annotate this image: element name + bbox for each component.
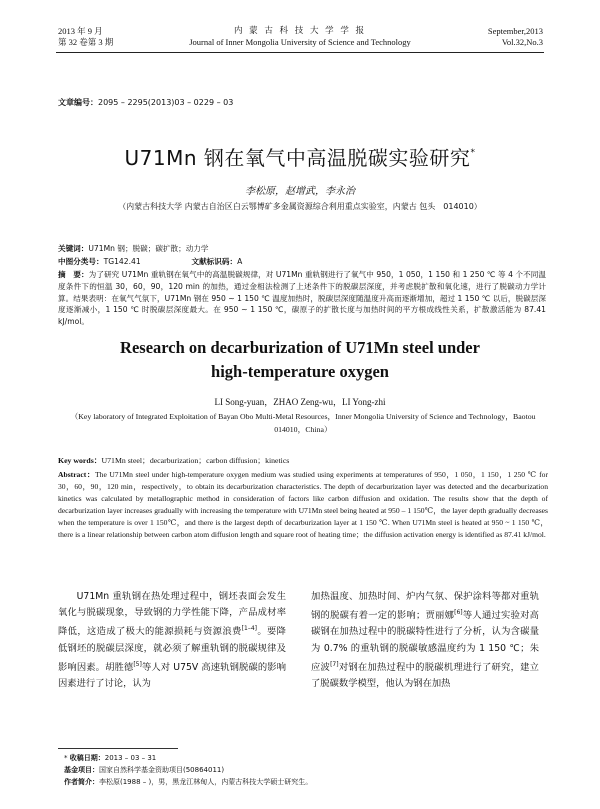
chinese-title xyxy=(0,142,600,171)
footnotes xyxy=(64,752,312,788)
footnote-fund-text: 国家自然科学基金资助项目(50864011) xyxy=(99,766,225,774)
title-footnote-mark: * xyxy=(470,148,476,158)
article-number-label: 文章编号： xyxy=(58,98,98,107)
chinese-keywords-text: U71Mn 钢；脱碳；碳扩散；动力学 xyxy=(88,244,209,253)
english-authors: LI Song-yuan，ZHAO Zeng-wu，LI Yong-zhi xyxy=(214,397,386,407)
classification-label: 中图分类号： xyxy=(58,257,104,266)
english-abstract xyxy=(58,469,548,540)
chinese-affiliation: （内蒙古科技大学 内蒙古自治区白云鄂博矿多金属资源综合利用重点实验室，内蒙古 包头 014010） xyxy=(118,202,482,211)
footnote-author-label: 作者简介： xyxy=(64,778,99,786)
body-column-right xyxy=(311,589,539,692)
header-issue-info-en xyxy=(488,26,543,48)
english-title-line2: high-temperature oxygen xyxy=(211,362,389,381)
body-left-text-3: 等人对 U75V 高速轨钢脱碳的影响因素进行了讨论，认为 xyxy=(58,661,286,690)
citation-link[interactable]: [7] xyxy=(330,660,339,668)
article-number xyxy=(58,97,233,108)
citation-link[interactable]: [1–4] xyxy=(241,625,257,633)
body-left-text-2: 。要降低钢坯的脱碳层深度，就必须了解重轨钢的脱碳规律及影响因素。胡胜德 xyxy=(58,626,286,673)
chinese-title-text: U71Mn 钢在氧气中高温脱碳实验研究 xyxy=(124,146,471,170)
citation-link[interactable]: [5] xyxy=(133,660,142,668)
citation-link[interactable]: [6] xyxy=(454,609,463,617)
footnote-author-text: 李松原(1988 – )，男，黑龙江林甸人，内蒙古科技大学硕士研究生。 xyxy=(99,778,313,786)
english-affiliation: （Key laboratory of Integrated Exploitation of Bayan Obo Multi-Metal Resources，Inner Mongolia University of Science and Technology，Baotou 014010，China） xyxy=(70,412,536,434)
english-keywords-label: Key words： xyxy=(58,456,102,465)
classification xyxy=(58,256,546,268)
english-keywords-text: U71Mn steel；decarburization；carbon diffusion；kinetics xyxy=(101,456,290,465)
body-left-text-1: U71Mn 重轨钢在热处理过程中，钢坯表面会发生氧化与脱碳现象，导致钢的力学性能下降，产品成材率降低，这造成了极大的能源损耗与资源浪费 xyxy=(58,591,286,638)
header-date-en: September,2013 xyxy=(487,26,543,36)
body-right-text-1: 加热温度、加热时间、炉内气氛、保护涂料等都对重轨钢的脱碳有着一定的影响；贾丽娜 xyxy=(311,591,539,622)
chinese-abstract-text: 为了研究 U71Mn 重轨钢在氧气中的高温脱碳规律，对 U71Mn 重轨钢进行了氧气中 950，1 050，1 150 和 1 250 ℃ 等 4 个不同温度条件下的恒温 30，60，90，120 min 的加热，通过金相法检测了上述条件下的脱碳层深度，并考虑脱扩散和氧化速，进行了脱碳动力学计算。结果表明：在氧气气氛下，U71Mn 钢在 950 ~ 1 150 ℃ 温度加热时，脱碳层深度随温度升高而逐渐增加，超过 1 150 ℃ 以后，脱碳层深度逐渐减小，1 150 ℃ 时脱碳层深度最大。在 950 ~ 1 150 ℃，碳原子的扩散长度与加热时间的平方根成线性关系，扩散激活能为 87.41 kJ/mol。 xyxy=(58,270,547,327)
body-column-left xyxy=(58,589,286,692)
chinese-abstract-label: 摘 要： xyxy=(58,270,89,279)
footnote-received-date: 2013 – 03 – 31 xyxy=(104,754,157,762)
footnote-author xyxy=(64,776,312,788)
chinese-abstract xyxy=(58,269,546,328)
footnote-fund-label: 基金项目： xyxy=(64,766,99,774)
chinese-authors: 李松原，赵增武，李永治 xyxy=(245,186,355,197)
classification-code: TG142.41 xyxy=(103,257,141,266)
footnote-divider xyxy=(58,748,178,749)
document-code: A xyxy=(237,257,243,266)
header-volume-en: Vol.32,No.3 xyxy=(501,37,543,47)
article-number-value: 2095 – 2295(2013)03 – 0229 – 03 xyxy=(98,98,234,107)
body-right-text-2: 等人通过实验对高碳钢在加热过程中的脱碳特性进行了分析，认为含碳量为 0.7% 的重轨钢的脱碳敏感温度约为 1 150 ℃；朱应波 xyxy=(311,610,539,673)
header-journal-zh: 内 蒙 古 科 技 大 学 学 报 xyxy=(233,26,367,36)
chinese-keywords-label: 关键词： xyxy=(58,244,89,253)
footnote-received-label: 收稿日期： xyxy=(69,754,105,762)
english-title xyxy=(0,336,600,384)
footnote-fund xyxy=(64,764,312,776)
header-journal-en: Journal of Inner Mongolia University of Science and Technology xyxy=(189,37,411,47)
english-title-line1: Research on decarburization of U71Mn steel under xyxy=(120,338,480,357)
body-right-text-3: 对钢在加热过程中的脱碳机理进行了研究，建立了脱碳数学模型，他认为钢在加热 xyxy=(311,661,539,690)
chinese-keywords xyxy=(58,243,546,255)
english-abstract-text: The U71Mn steel under high-temperature oxygen medium was studied using experiments at temperatures of 950，1 050，1 150，1 250 ℃ for 30，60，90，120 min，respectively，to obtain its decarburization characteristics. The depth of decarburization layer was detected and the decarburization kinetics was calculated by metallographic method in consideration of factors like carbon diffusion and oxidation. The results show that the depth of decarburization layer increases gradually with increasing the temperature with U71Mn steel being heated at 950 – 1 150℃，the layer depth gradually decreases when the temperature is over 1 150℃，and there is the largest depth of decarburization layer at 1 150 ℃. When U71Mn steel is heated at 950 ~ 1 150 ℃，there is a linear relationship between carbon atom diffusion length and square root of heating time；the diffusion activation energy is identified as 87.41 kJ/mol. xyxy=(58,470,548,539)
english-keywords xyxy=(58,455,548,466)
document-code-label: 文献标识码： xyxy=(191,257,238,266)
english-abstract-label: Abstract： xyxy=(58,470,96,479)
header-date: 2013 年 9 月 xyxy=(58,26,103,36)
header-divider xyxy=(56,52,544,53)
footnote-received: * 收稿日期：2013 – 03 – 31 xyxy=(64,754,157,762)
header-volume: 第 32 卷第 3 期 xyxy=(58,37,114,47)
